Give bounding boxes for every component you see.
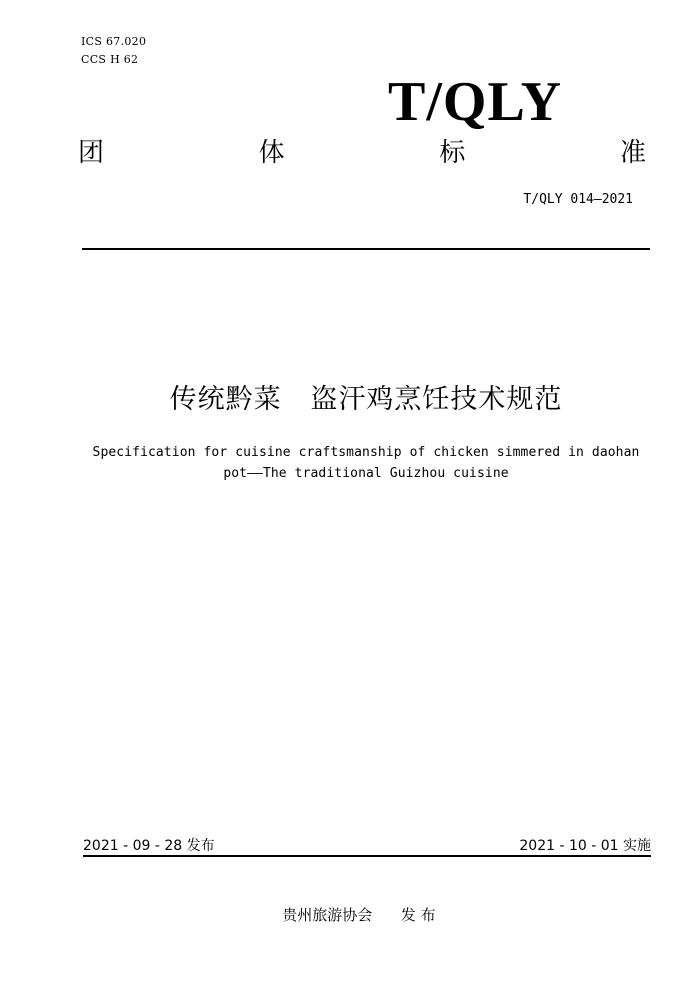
document-title-english: Specification for cuisine craftsmanship of chicken simmered in daohan pot——The traditional Guizhou cuisine — [92, 445, 640, 481]
ics-code: ICS 67.020 — [81, 35, 147, 48]
document-title-chinese: 传统黔菜 盗汗鸡烹饪技术规范 — [169, 384, 563, 415]
publisher: 贵州旅游协会 发 布 — [282, 906, 436, 924]
standard-type-char-2: 体 — [258, 138, 285, 168]
top-divider — [82, 248, 650, 250]
standard-type-char-1: 团 — [78, 138, 105, 168]
standard-number: T/QLY 014—2021 — [523, 192, 633, 207]
issue-date: 2021 - 09 - 28 发布 — [83, 838, 215, 854]
standard-type-char-4: 准 — [619, 138, 646, 168]
standard-logo: T/QLY — [388, 71, 563, 133]
ccs-code: CCS H 62 — [81, 53, 139, 66]
standard-type-char-3: 标 — [439, 138, 466, 168]
implementation-date: 2021 - 10 - 01 实施 — [519, 838, 651, 854]
standard-type-heading — [78, 136, 646, 170]
bottom-divider — [83, 855, 651, 857]
